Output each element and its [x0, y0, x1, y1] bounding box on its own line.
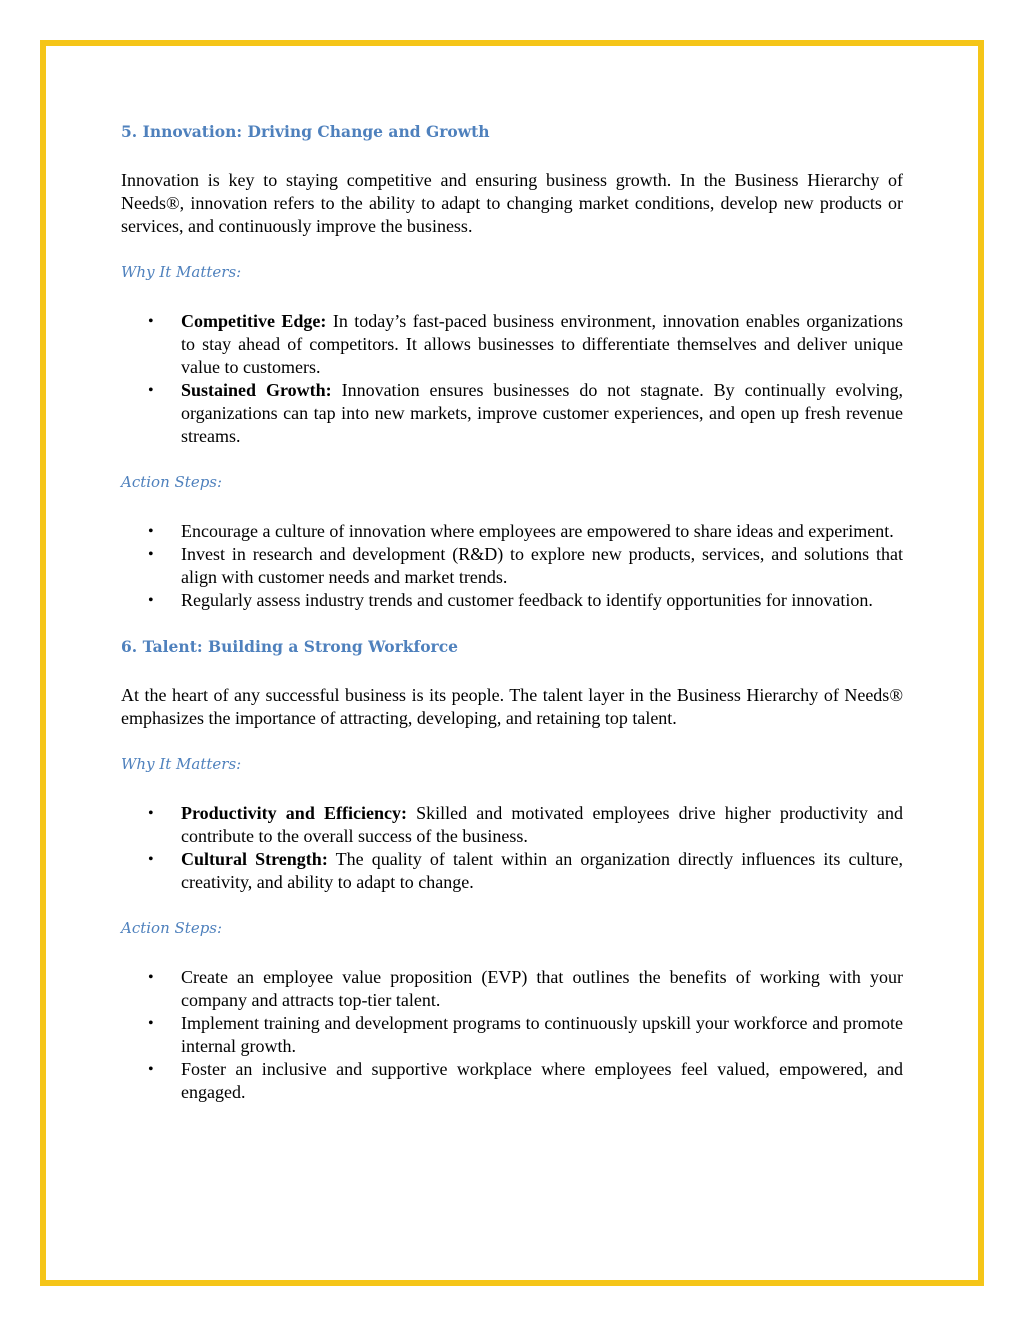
list-item — [121, 589, 903, 612]
list-item — [121, 802, 903, 848]
list-item — [121, 1058, 903, 1104]
item-text: Regularly assess industry trends and customer feedback to identify opportunities for innovation. — [181, 590, 873, 610]
why-list — [121, 802, 903, 894]
list-item — [121, 379, 903, 448]
item-text: Foster an inclusive and supportive workplace where employees feel valued, empowered, and engaged. — [181, 1059, 903, 1102]
item-label: Sustained Growth: — [181, 380, 332, 400]
bullet-icon: • — [148, 592, 154, 609]
list-item — [121, 966, 903, 1012]
item-label: Competitive Edge: — [181, 311, 327, 331]
document-content — [121, 120, 903, 1104]
item-label: Cultural Strength: — [181, 849, 328, 869]
bullet-icon: • — [148, 382, 154, 399]
item-label: Productivity and Efficiency: — [181, 803, 407, 823]
action-list — [121, 966, 903, 1104]
bullet-icon: • — [148, 1061, 154, 1078]
item-text: Create an employee value proposition (EVP) that outlines the benefits of working with your company and attracts top-tier talent. — [181, 967, 903, 1010]
bullet-icon: • — [148, 523, 154, 540]
list-item — [121, 543, 903, 589]
bullet-icon: • — [148, 805, 154, 822]
item-text: Innovation ensures businesses do not stagnate. By continually evolving, organizations can tap into new markets, improve customer experiences, and open up fresh revenue streams. — [181, 380, 903, 446]
bullet-icon: • — [148, 851, 154, 868]
why-it-matters-heading: Why It Matters: — [121, 263, 242, 281]
bullet-icon: • — [148, 1015, 154, 1032]
list-item — [121, 1012, 903, 1058]
item-text: Skilled and motivated employees drive higher productivity and contribute to the overall success of the business. — [181, 803, 903, 846]
section-intro: At the heart of any successful business is its people. The talent layer in the Business Hierarchy of Needs® emphasizes the importance of attracting, developing, and retaining top talent. — [121, 685, 903, 728]
bullet-icon: • — [148, 313, 154, 330]
section-heading: 5. Innovation: Driving Change and Growth — [121, 122, 490, 141]
action-steps-heading: Action Steps: — [121, 473, 223, 491]
section-heading: 6. Talent: Building a Strong Workforce — [121, 637, 459, 656]
item-text: Invest in research and development (R&D) to explore new products, services, and solutions that align with customer needs and market trends. — [181, 544, 903, 587]
item-text: Encourage a culture of innovation where employees are empowered to share ideas and experiment. — [181, 521, 894, 541]
section-intro: Innovation is key to staying competitive and ensuring business growth. In the Business Hierarchy of Needs®, innovation refers to the ability to adapt to changing market conditions, develop new products or services, and continuously improve the business. — [121, 170, 903, 236]
item-text: The quality of talent within an organization directly influences its culture, creativity, and ability to adapt to change. — [181, 849, 903, 892]
bullet-icon: • — [148, 546, 154, 563]
action-list — [121, 520, 903, 612]
list-item — [121, 520, 903, 543]
list-item — [121, 848, 903, 894]
list-item — [121, 310, 903, 379]
why-it-matters-heading: Why It Matters: — [121, 755, 242, 773]
item-text: In today’s fast-paced business environment, innovation enables organizations to stay ahead of competitors. It allows businesses to differentiate themselves and deliver unique value to customers. — [181, 311, 903, 377]
why-list — [121, 310, 903, 448]
bullet-icon: • — [148, 969, 154, 986]
item-text: Implement training and development programs to continuously upskill your workforce and promote internal growth. — [181, 1013, 903, 1056]
action-steps-heading: Action Steps: — [121, 919, 223, 937]
